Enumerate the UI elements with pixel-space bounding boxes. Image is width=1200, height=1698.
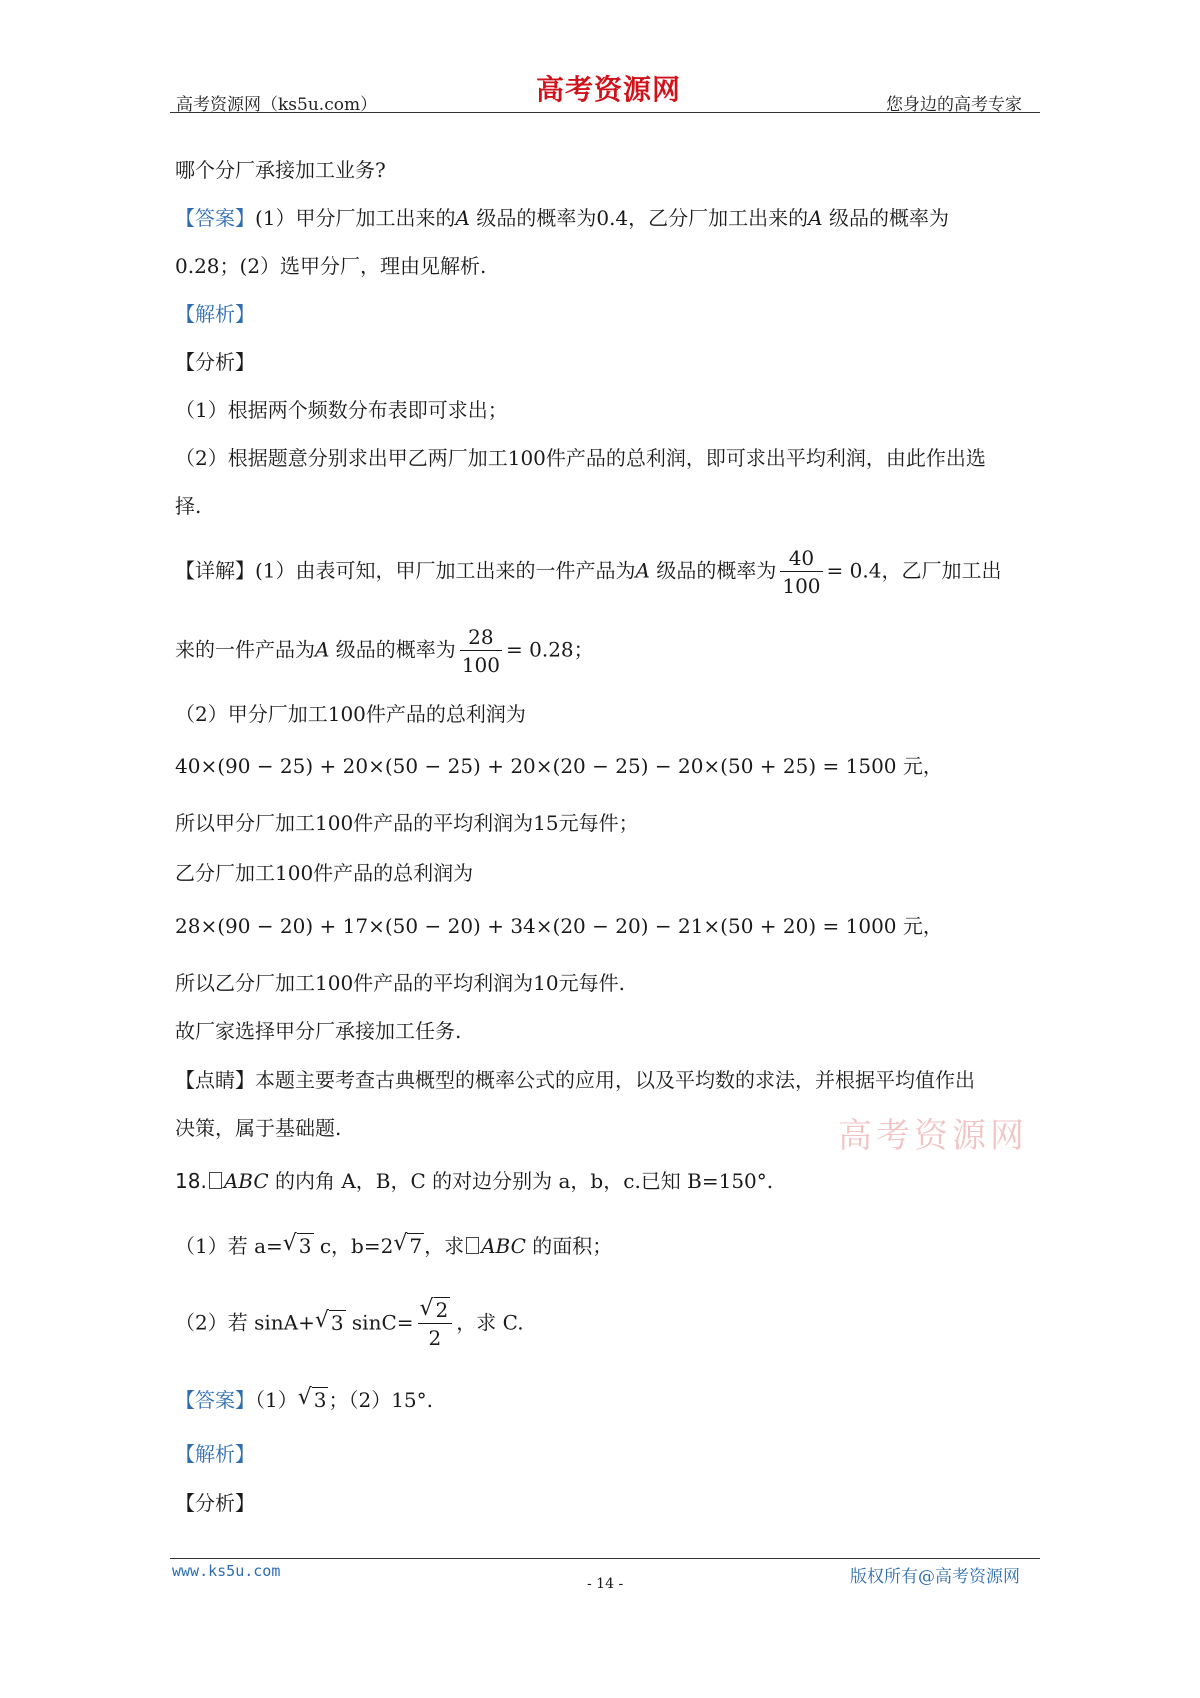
fenxi-tag: 【分析】	[175, 1491, 255, 1515]
watermark: 高考资源网	[838, 1116, 1028, 1156]
text: 的内角 A，B，C 的对边分别为 a，b，c.已知 B=150°.	[268, 1169, 774, 1193]
footer-site-link[interactable]: www.ks5u.com	[172, 1562, 281, 1580]
answer-tag: 【答案】	[175, 1388, 255, 1412]
var: A	[808, 206, 823, 230]
text: 级品的概率为	[329, 637, 456, 662]
header-site-name: 高考资源网（ks5u.com）	[176, 95, 378, 115]
text: (1）甲分厂加工出来的	[255, 206, 456, 230]
sqrt: √ 3	[282, 1231, 312, 1258]
text-line: （2）甲分厂加工100件产品的总利润为	[175, 702, 526, 726]
question-18-part-2	[175, 1296, 524, 1350]
header-slogan: 您身边的高考专家	[886, 95, 1022, 115]
var: A	[315, 637, 330, 662]
answer-line-1	[175, 205, 949, 231]
text: （1）若 a=	[175, 1234, 283, 1258]
text: ；(2）选甲分厂，理由见解析.	[219, 254, 487, 278]
text: （1）	[255, 1388, 298, 1412]
page-number: - 14 -	[587, 1576, 624, 1592]
value: = 0.4	[826, 558, 882, 583]
triangle-symbol-icon	[466, 1237, 479, 1254]
equation-2: 28×(90 − 20) + 17×(50 − 20) + 34×(20 − 20) − 21×(50 + 20) = 1000 元，	[175, 914, 943, 938]
text: ，乙厂加工出	[881, 558, 1002, 583]
radicand: 3	[298, 1234, 312, 1258]
text: ，乙分厂加工出来的	[628, 206, 809, 230]
text: ；（2）15°.	[328, 1388, 433, 1412]
dianjing-tag: 【点睛】	[175, 1068, 255, 1092]
answer-18	[175, 1387, 433, 1413]
answer-line-2	[175, 253, 486, 279]
text-line: 择.	[175, 494, 202, 518]
sqrt: √ 7	[393, 1231, 423, 1258]
text-line: 所以乙分厂加工100件产品的平均利润为10元每件.	[175, 971, 625, 995]
header-rule	[170, 112, 1040, 113]
text-line: （1）根据两个频数分布表即可求出；	[175, 398, 508, 422]
var: A	[455, 206, 470, 230]
text: ；	[573, 637, 594, 662]
text: 的面积；	[525, 1234, 613, 1258]
text: 级品的概率为	[822, 206, 949, 230]
text: sinC=	[345, 1310, 414, 1335]
text-line: （2）根据题意分别求出甲乙两厂加工100件产品的总利润，即可求出平均利润，由此作出选	[175, 446, 986, 470]
footer-copyright: 版权所有@高考资源网	[850, 1567, 1020, 1587]
xiangjie-line-1	[175, 548, 1001, 596]
denominator: 2	[418, 1323, 453, 1348]
text-line: 乙分厂加工100件产品的总利润为	[175, 861, 474, 885]
equation-1: 40×(90 − 25) + 20×(50 − 25) + 20×(20 − 25) − 20×(50 + 25) = 1500 元，	[175, 754, 943, 778]
radicand: 3	[313, 1388, 327, 1412]
question-18	[175, 1168, 773, 1194]
value: 0.28	[175, 254, 220, 278]
text: 来的一件产品为	[175, 637, 315, 662]
question-18-part-1	[175, 1233, 612, 1259]
text-line: 所以甲分厂加工100件产品的平均利润为15元每件；	[175, 811, 639, 835]
text: 级品的概率为	[469, 206, 597, 230]
numerator: 40	[788, 546, 815, 570]
text: （2）若 sinA+	[175, 1310, 315, 1335]
jiexi-tag: 【解析】	[175, 1442, 255, 1466]
footer-rule	[170, 1558, 1040, 1559]
radicand: 7	[409, 1234, 423, 1258]
text: 本题主要考查古典概型的概率公式的应用，以及平均数的求法，并根据平均值作出	[255, 1068, 975, 1092]
fraction	[460, 627, 502, 675]
fenxi-tag: 【分析】	[175, 350, 255, 374]
text-line: 决策，属于基础题.	[175, 1116, 342, 1140]
text-line: 哪个分厂承接加工业务?	[175, 158, 386, 182]
var: ABC	[223, 1169, 269, 1193]
sqrt: √ 2	[419, 1296, 449, 1322]
value: 0.4	[596, 206, 629, 230]
jiexi-tag: 【解析】	[175, 302, 255, 326]
xiangjie-tag: 【详解】	[175, 558, 255, 583]
sqrt: √ 3	[314, 1307, 344, 1335]
var: ABC	[481, 1234, 526, 1258]
header-logo: 高考资源网	[536, 73, 682, 106]
text: ，求 C.	[456, 1310, 524, 1335]
radicand: 2	[435, 1298, 449, 1322]
question-number: 18.	[175, 1169, 207, 1193]
text: ，求	[424, 1234, 465, 1258]
value: = 0.28	[506, 637, 574, 662]
sqrt: √ 3	[297, 1385, 327, 1412]
dianjing-line-1	[175, 1067, 975, 1093]
denominator: 100	[460, 650, 502, 675]
denominator: 100	[780, 571, 822, 596]
fraction	[418, 1296, 453, 1350]
text: (1）由表可知，甲厂加工出来的一件产品为	[255, 558, 636, 583]
fraction	[780, 548, 822, 596]
var: A	[635, 558, 650, 583]
text-line: 故厂家选择甲分厂承接加工任务.	[175, 1019, 462, 1043]
xiangjie-line-2	[175, 627, 594, 675]
radicand: 3	[330, 1310, 344, 1335]
numerator: 28	[468, 625, 494, 649]
triangle-symbol-icon	[209, 1172, 222, 1189]
answer-tag: 【答案】	[175, 206, 255, 230]
text: c，b=2	[313, 1234, 394, 1258]
text: 级品的概率为	[649, 558, 777, 583]
